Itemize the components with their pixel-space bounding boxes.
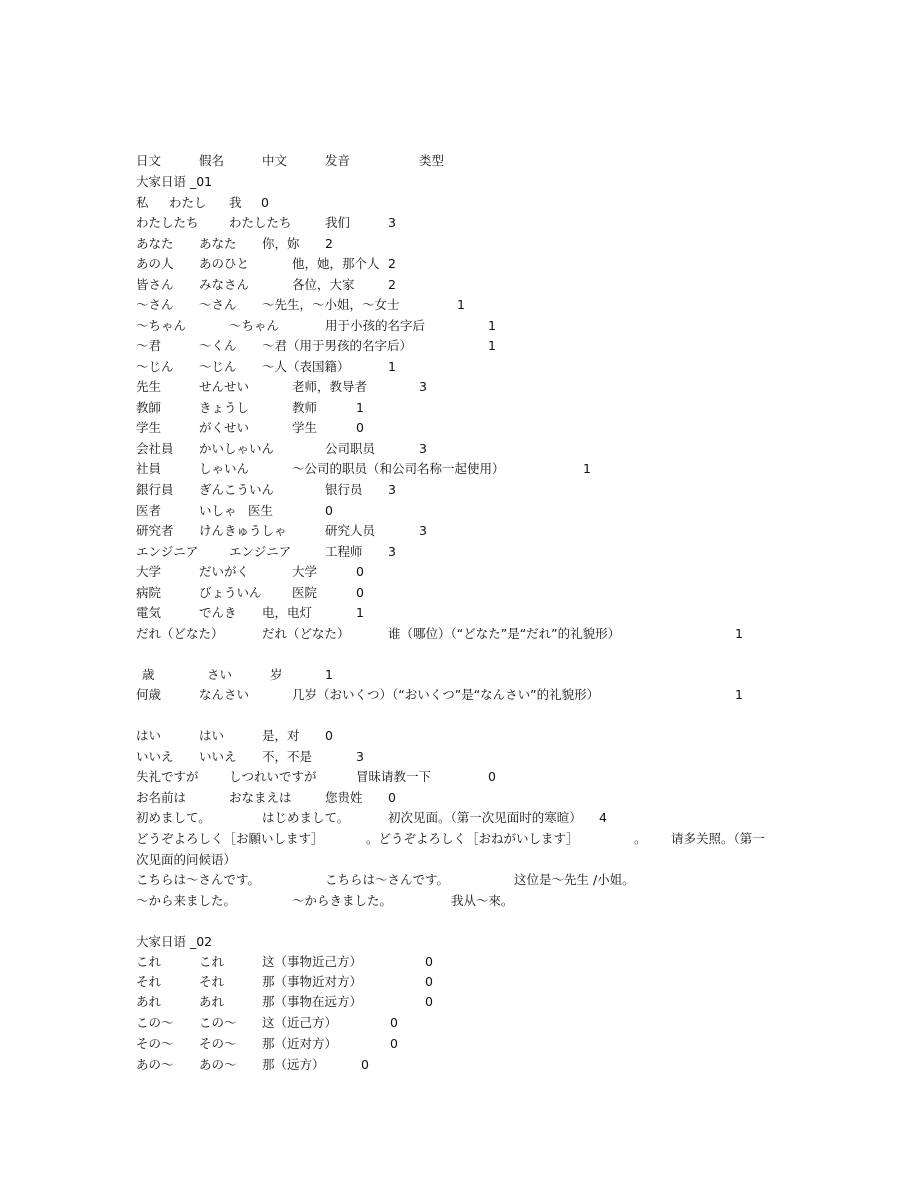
kana-reading: あのひと <box>199 256 250 271</box>
lesson-title: 大家日语 _01 <box>136 174 213 189</box>
chinese-meaning: 初次见面。（第一次见面时的寒暄） <box>388 810 582 825</box>
kana-reading: ～じん <box>199 359 237 374</box>
japanese-word: あの人 <box>136 256 174 271</box>
japanese-word: ～から来ました。 <box>136 893 237 908</box>
pitch-accent: 2 <box>325 236 333 251</box>
chinese-meaning: ～君（用于男孩的名字后） <box>262 338 413 353</box>
chinese-meaning: 我 <box>229 195 242 210</box>
japanese-word: 大学 <box>136 564 162 579</box>
pitch-accent: 3 <box>388 544 396 559</box>
chinese-meaning: 那（事物近对方） <box>262 974 363 989</box>
japanese-word: はい <box>136 728 162 743</box>
chinese-meaning: 您贵姓 <box>325 790 363 805</box>
japanese-word: ～さん <box>136 297 174 312</box>
pitch-accent: 2 <box>388 256 396 271</box>
chinese-meaning: 岁 <box>270 667 283 682</box>
chinese-meaning: 不，不是 <box>262 749 313 764</box>
chinese-meaning: ～先生，～小姐，～女士 <box>262 297 400 312</box>
chinese-meaning-wrap: 次见面的问候语） <box>136 852 237 867</box>
pitch-accent: 1 <box>735 687 743 702</box>
japanese-word: あの～ <box>136 1057 174 1072</box>
kana-reading: それ <box>199 974 225 989</box>
kana-reading: ～からきました。 <box>292 893 393 908</box>
pitch-accent: 0 <box>356 585 364 600</box>
japanese-word: ～じん <box>136 359 174 374</box>
japanese-word: あなた <box>136 236 174 251</box>
japanese-word: 初めまして。 <box>136 810 211 825</box>
kana-reading: みなさん <box>199 277 250 292</box>
pitch-accent: 0 <box>390 1036 398 1051</box>
chinese-meaning: 那（事物在远方） <box>262 994 363 1009</box>
japanese-word: それ <box>136 974 162 989</box>
pitch-accent: 0 <box>488 769 496 784</box>
japanese-word: 失礼ですが <box>136 769 199 784</box>
pitch-accent: 3 <box>419 441 427 456</box>
kana-reading: ～ちゃん <box>229 318 280 333</box>
chinese-meaning: 那（远方） <box>262 1057 325 1072</box>
japanese-word: いいえ <box>136 749 174 764</box>
kana-reading: エンジニア <box>229 544 292 559</box>
japanese-word: 教師 <box>136 400 162 415</box>
pitch-accent: 0 <box>425 994 433 1009</box>
chinese-meaning: 谁（哪位）（“どなた”是“だれ”的礼貌形） <box>388 626 621 641</box>
chinese-meaning: 这（事物近己方） <box>262 954 363 969</box>
chinese-meaning: 用于小孩的名字后 <box>325 318 426 333</box>
kana-reading: あの～ <box>199 1057 237 1072</box>
chinese-meaning: 我们 <box>325 215 351 230</box>
japanese-word: あれ <box>136 994 162 1009</box>
chinese-meaning: 冒昧请教一下 <box>356 769 432 784</box>
pitch-accent: 0 <box>425 954 433 969</box>
chinese-meaning: 老师，教导者 <box>292 379 368 394</box>
kana-reading: いしゃ <box>199 503 237 518</box>
header-type: 类型 <box>419 153 445 168</box>
kana-reading: きょうし <box>199 400 250 415</box>
pitch-accent: 0 <box>356 420 364 435</box>
japanese-word: だれ（どなた） <box>136 626 224 641</box>
pitch-accent: 0 <box>388 790 396 805</box>
pitch-accent: 0 <box>261 195 269 210</box>
japanese-word: 社員 <box>136 461 162 476</box>
pitch-accent: 1 <box>325 667 333 682</box>
japanese-word: 電気 <box>136 605 162 620</box>
kana-reading: わたし <box>169 195 207 210</box>
kana-reading: がくせい <box>199 420 250 435</box>
pitch-accent: 0 <box>325 503 333 518</box>
pitch-accent: 0 <box>361 1057 369 1072</box>
kana-reading: これ <box>199 954 225 969</box>
pitch-accent: 0 <box>356 564 364 579</box>
chinese-meaning: ～人（表国籍） <box>262 359 350 374</box>
kana-reading: せんせい <box>199 379 250 394</box>
pitch-accent: 0 <box>425 974 433 989</box>
chinese-meaning: 电，电灯 <box>262 605 313 620</box>
kana-reading: いいえ <box>199 749 237 764</box>
pitch-accent: 3 <box>388 482 396 497</box>
japanese-word: こちらは～さんです。 <box>136 872 261 887</box>
chinese-meaning: 是，对 <box>262 728 300 743</box>
japanese-word: その～ <box>136 1036 174 1051</box>
pitch-accent: 3 <box>388 215 396 230</box>
kana-reading: あれ <box>199 994 225 1009</box>
chinese-meaning: 几岁（おいくつ）（“おいくつ”是“なんさい”的礼貌形） <box>292 687 600 702</box>
kana-reading: かいしゃいん <box>199 441 275 456</box>
chinese-meaning: ～公司的职员（和公司名称一起使用） <box>292 461 505 476</box>
pitch-accent: 1 <box>457 297 465 312</box>
japanese-word: どうぞよろしく［お願いします］ <box>136 831 324 846</box>
chinese-meaning: 大学 <box>292 564 318 579</box>
japanese-word: エンジニア <box>136 544 199 559</box>
pitch-accent: 1 <box>356 605 364 620</box>
chinese-meaning: 工程师 <box>325 544 363 559</box>
japanese-word: 歳 <box>142 667 155 682</box>
kana-reading: この～ <box>199 1015 237 1030</box>
chinese-meaning: 公司职员 <box>325 441 376 456</box>
japanese-word: 研究者 <box>136 523 174 538</box>
kana-reading: わたしたち <box>229 215 292 230</box>
lesson-title: 大家日语 _02 <box>136 934 213 949</box>
kana-reading: はい <box>199 728 225 743</box>
pitch-accent: 1 <box>735 626 743 641</box>
kana-reading: その～ <box>199 1036 237 1051</box>
pitch-accent: 1 <box>388 359 396 374</box>
kana-reading: 。どうぞよろしく［おねがいします］ <box>366 831 579 846</box>
chinese-meaning: 教师 <box>292 400 318 415</box>
pitch-accent: 0 <box>325 728 333 743</box>
kana-reading: ～さん <box>199 297 237 312</box>
chinese-meaning: 那（近对方） <box>262 1036 338 1051</box>
pitch-accent: 1 <box>488 318 496 333</box>
chinese-meaning: 银行员 <box>325 482 363 497</box>
japanese-word: 皆さん <box>136 277 174 292</box>
chinese-meaning: 研究人员 <box>325 523 376 538</box>
header-japanese: 日文 <box>136 153 162 168</box>
japanese-word: 先生 <box>136 379 162 394</box>
kana-reading: さい <box>207 667 233 682</box>
japanese-word: 学生 <box>136 420 162 435</box>
chinese-meaning: 这位是～先生 /小姐。 <box>514 872 635 887</box>
pitch-accent: 1 <box>356 400 364 415</box>
japanese-word: この～ <box>136 1015 174 1030</box>
chinese-meaning: 医院 <box>292 585 318 600</box>
pitch-accent: 3 <box>419 379 427 394</box>
japanese-word: 銀行員 <box>136 482 174 497</box>
kana-reading: なんさい <box>199 687 250 702</box>
pitch-accent: 3 <box>356 749 364 764</box>
chinese-meaning: 医生 <box>248 503 274 518</box>
chinese-meaning: 这（近己方） <box>262 1015 338 1030</box>
japanese-word: 医者 <box>136 503 162 518</box>
kana-reading: はじめまして。 <box>262 810 350 825</box>
kana-reading: しつれいですが <box>229 769 317 784</box>
chinese-meaning: 你，妳 <box>262 236 300 251</box>
chinese-meaning: 他，她，那个人 <box>292 256 380 271</box>
kana-reading: ぎんこういん <box>199 482 275 497</box>
japanese-word: ～君 <box>136 338 162 353</box>
pitch-accent: 1 <box>583 461 591 476</box>
pitch-accent: 1 <box>488 338 496 353</box>
japanese-word: ～ちゃん <box>136 318 187 333</box>
japanese-word: 何歳 <box>136 687 162 702</box>
chinese-meaning: 我从～來。 <box>451 893 514 908</box>
japanese-word: これ <box>136 954 162 969</box>
header-pronunciation: 发音 <box>325 153 351 168</box>
kana-reading: おなまえは <box>229 790 292 805</box>
japanese-word: 会社員 <box>136 441 174 456</box>
kana-reading: こちらは～さんです。 <box>325 872 450 887</box>
chinese-meaning: 学生 <box>292 420 318 435</box>
kana-reading: ～くん <box>199 338 237 353</box>
japanese-word: お名前は <box>136 790 187 805</box>
pitch-accent: 0 <box>390 1015 398 1030</box>
kana-reading: だれ（どなた） <box>262 626 350 641</box>
pitch-accent: 3 <box>419 523 427 538</box>
chinese-meaning: 各位，大家 <box>292 277 355 292</box>
kana-reading: あなた <box>199 236 237 251</box>
kana-reading: びょういん <box>199 585 262 600</box>
header-chinese: 中文 <box>262 153 288 168</box>
chinese-meaning-continued: 请多关照。（第一 <box>671 831 765 846</box>
kana-reading: でんき <box>199 605 237 620</box>
japanese-word: 私 <box>136 195 149 210</box>
chinese-meaning: 。 <box>634 831 647 846</box>
pitch-accent: 2 <box>388 277 396 292</box>
pitch-accent: 4 <box>599 810 607 825</box>
kana-reading: しゃいん <box>199 461 250 476</box>
japanese-word: わたしたち <box>136 215 199 230</box>
kana-reading: けんきゅうしゃ <box>199 523 287 538</box>
header-kana: 假名 <box>199 153 225 168</box>
japanese-word: 病院 <box>136 585 162 600</box>
kana-reading: だいがく <box>199 564 250 579</box>
